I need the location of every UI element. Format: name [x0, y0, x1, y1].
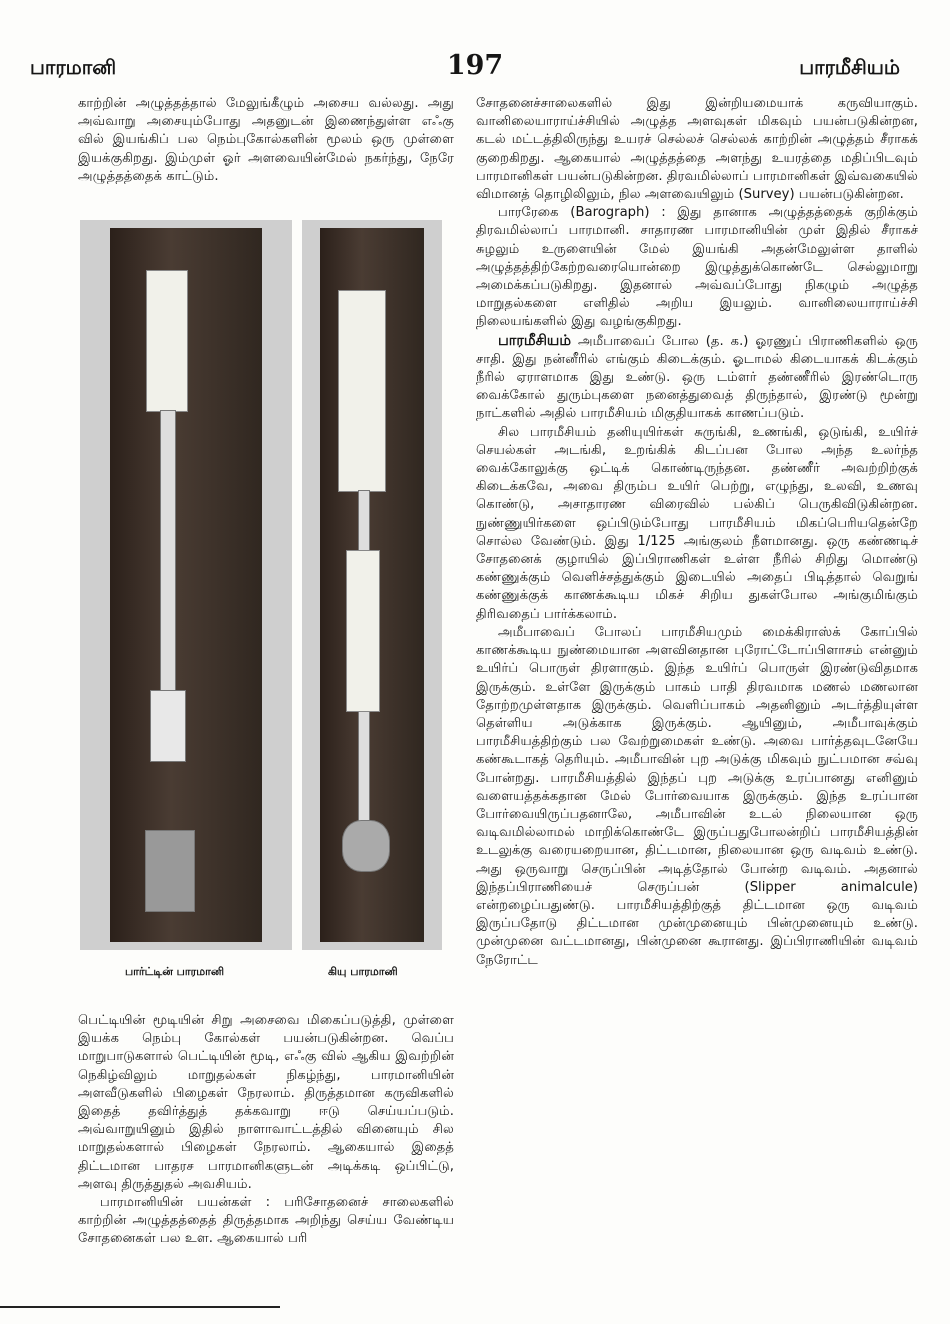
left-column-bottom — [78, 1012, 454, 1249]
photo-caption-left: பார்ட்டின் பாரமானி — [125, 965, 225, 978]
photo-caption-right: கியு பாரமானி — [328, 965, 398, 978]
paragraph: அமீபாவைப் போலப் பாரமீசியமும் மைக்கிராஸ்க் கோப்பில் காணக்கூடிய நுண்மையான அளவினதான புரோட்டோப்பிளாசம் என்னும் உயிர்ப் பொருள் திரளாகும். இந்த உயிர்ப் பொருள் இரண்டுவிதமாக இருக்கும். உள்ளே இருக்கும் பாகம் பாதி திரவமாக மணல் மணலான தோற்றமுள்ளதாக இருக்கும். வெளிப்பாகம் அதனினும் அடர்த்தியுள்ள தெள்ளிய அடுக்காக இருக்கும். ஆயினும், அமீபாவுக்கும் பாரமீசியத்திற்கும் பல வேற்றுமைகள் உண்டு. அவை பார்த்தவுடனேயே கண்கூடாகத் தெரியும். அமீபாவின் புற அடுக்கு மிகவும் நுட்பமான சவ்வு போன்றது. பாரமீசியத்தில் இந்தப் புற அடுக்கு உரப்பானது எனினும் வளையத்தக்கதான மேல் போர்வையாக இருக்கும். இந்த உரப்பான போர்வையிருப்பதனாலே, அமீபாவின் உடல் நிலையான ஒரு வடிவமில்லாமல் மாறிக்கொண்டே இருப்பதுபோலன்றிப் பாரமீசியத்தின் உடலுக்கு வரையறையான, திட்டமான, நிலையான ஒரு வடிவம் உண்டு. அது ஒருவாறு செருப்பின் அடித்தோல் போன்ற வடிவம். அதனால் இந்தப்பிராணியைச் செருப்பன் (Slipper animalcule) என்றழைப்பதுண்டு. பாரமீசியத்திற்குத் திட்டமான ஒரு வடிவம் இருப்பதோடு திட்டமான முன்முனையும் பின்முனையும் உண்டு. முன்முனை வட்டமானது, பின்முனை கூரானது. இப்பிராணியின் வடிவம் நேரோட்ட — [476, 624, 918, 968]
right-column — [476, 95, 918, 970]
barometer-photo-right — [302, 220, 442, 950]
barometer-photo-left — [80, 220, 292, 950]
page-number: 197 — [446, 50, 504, 81]
entry-heading: பாரமீசியம் — [498, 332, 572, 349]
left-column-top — [78, 95, 454, 186]
paragraph: பாரமானியின் பயன்கள் : பரிசோதனைச் சாலைகளில் காற்றின் அழுத்தத்தைத் திருத்தமாக அறிந்து செய்ய வேண்டிய சோதனைகள் பல உள. ஆகையால் பரி — [78, 1195, 454, 1247]
paragraph: பாரரேகை (Barograph) : இது தானாக அழுத்தத்தைக் குறிக்கும் திரவமில்லாப் பாரமானி. சாதாரண பாரமானியின் முள் இதில் சீராகச் சுழலும் உருளையின் மேல் இயங்கி அதன்மேலுள்ள தாளில் அழுத்தத்திற்கேற்றவரையொன்றை இழுத்துக்கொண்டே செல்லுமாறு அமைக்கப்படுகிறது. இதனால் அவ்வப்போது நிகழும் அழுத்த மாறுதல்களை எளிதில் அறிய இயலும். வானிலையாராய்ச்சி நிலையங்களில் இது வழங்குகிறது. — [476, 205, 918, 330]
footer-rule — [0, 1306, 280, 1308]
entry-paragraph — [476, 332, 918, 424]
entry-text: அமீபாவைப் போல (த. க.) ஓரணுப் பிராணிகளில் ஒரு சாதி. இது நன்னீரில் எங்கும் கிடைக்கும். ஓடாமல் கிடையாகக் கிடக்கும் நீரில் ஏராளமாக இது உண்டு. ஒரு டம்ளர் தண்ணீரில் இரண்டொரு வைக்கோல் துரும்புகளை நனைத்துவைத் திருந்தால், இரண்டு மூன்று நாட்களில் அதில் பாரமீசியம் மிகுதியாகக் காணப்படும். — [476, 333, 918, 422]
paragraph: சில பாரமீசியம் தனியுயிர்கள் சுருங்கி, உணங்கி, ஒடுங்கி, உயிர்ச் செயல்கள் அடங்கி, உறங்கிக் கிடப்பன போல அந்த உலர்ந்த வைக்கோலுக்கு ஒட்டிக் கொண்டிருந்தன. தண்ணீர் அவற்றிற்குக் கிடைக்கவே, அவை திரும்ப உயிர் பெற்று, எழுந்து, உலவி, உணவு கொண்டு, அசாதாரண விரைவில் பல்கிப் பெருகிவிடுகின்றன. நுண்ணுயிர்களை ஒப்பிடும்போது பாரமீசியம் மிகப்பெரியதென்றே சொல்ல வேண்டும். இது 1/125 அங்குலம் நீளமானது. ஒரு கண்ணடிச் சோதனைக் குழாயில் இப்பிராணிகள் உள்ள நீரில் சிறிது மொண்டு கண்ணுக்கும் வெளிச்சத்துக்கும் இடையில் அதைப் பிடித்தால் வெறுங் கண்ணுக்குக் காணக்கூடிய மிகச் சிறிய துகள்போல அங்குமிங்கும் திரிவதைப் பார்க்கலாம். — [476, 424, 918, 622]
header-left-title: பாரமானி — [30, 55, 117, 79]
paragraph: காற்றின் அழுத்தத்தால் மேலுங்கீழும் அசைய வல்லது. அது அவ்வாறு அசையும்போது அதனுடன் இணைந்துள்ள எஃகு வில் இயங்கிப் பல நெம்புகோல்களின் மூலம் ஒரு முள்ளை இயக்குகிறது. இம்முள் ஓர் அளவையின்மேல் நகர்ந்து, நேரே அழுத்தத்தைக் காட்டும். — [78, 96, 454, 184]
paragraph: சோதனைச்சாலைகளில் இது இன்றியமையாக் கருவியாகும். வானிலையாராய்ச்சியில் அழுத்த அளவுகள் மிகவும் பயன்படுகின்றன, கடல் மட்டத்திலிருந்து உயரச் செல்லச் செல்லக் காற்றின் அழுத்தம் சீராகக் குறைகிறது. ஆகையால் அழுத்தத்தை அளந்து உயரத்தை மதிப்பிடவும் பாரமானிகள் பயன்படுகின்றன. திரவமில்லாப் பாரமானிகள் இவ்வகையில் விமானத் தொழிலிலும், நில அளவையிலும் (Survey) பயன்படுகின்றன. — [476, 96, 918, 203]
header-right-title: பாரமீசியம் — [799, 55, 900, 79]
paragraph: பெட்டியின் மூடியின் சிறு அசைவை மிகைப்படுத்தி, முள்ளை இயக்க நெம்பு கோல்கள் பயன்படுகின்றன. வெப்ப மாறுபாடுகளால் பெட்டியின் மூடி, எஃகு வில் ஆகிய இவற்றின் நெகிழ்விலும் மாறுதல்கள் நிகழ்ந்து, பாரமானியின் அளவீடுகளில் பிழைகள் நேரலாம். திருத்தமான கருவிகளில் இதைத் தவிர்த்துத் தக்கவாறு ஈடு செய்யப்படும். அவ்வாறுயினும் இதில் நாளாவாட்டத்தில் வினையும் சில மாறுதல்களால் பிழைகள் நேரலாம். ஆகையால் இதைத் திட்டமான பாதரச பாரமானிகளுடன் அடிக்கடி ஒப்பிட்டு, அளவு திருத்துதல் அவசியம். — [78, 1013, 454, 1192]
